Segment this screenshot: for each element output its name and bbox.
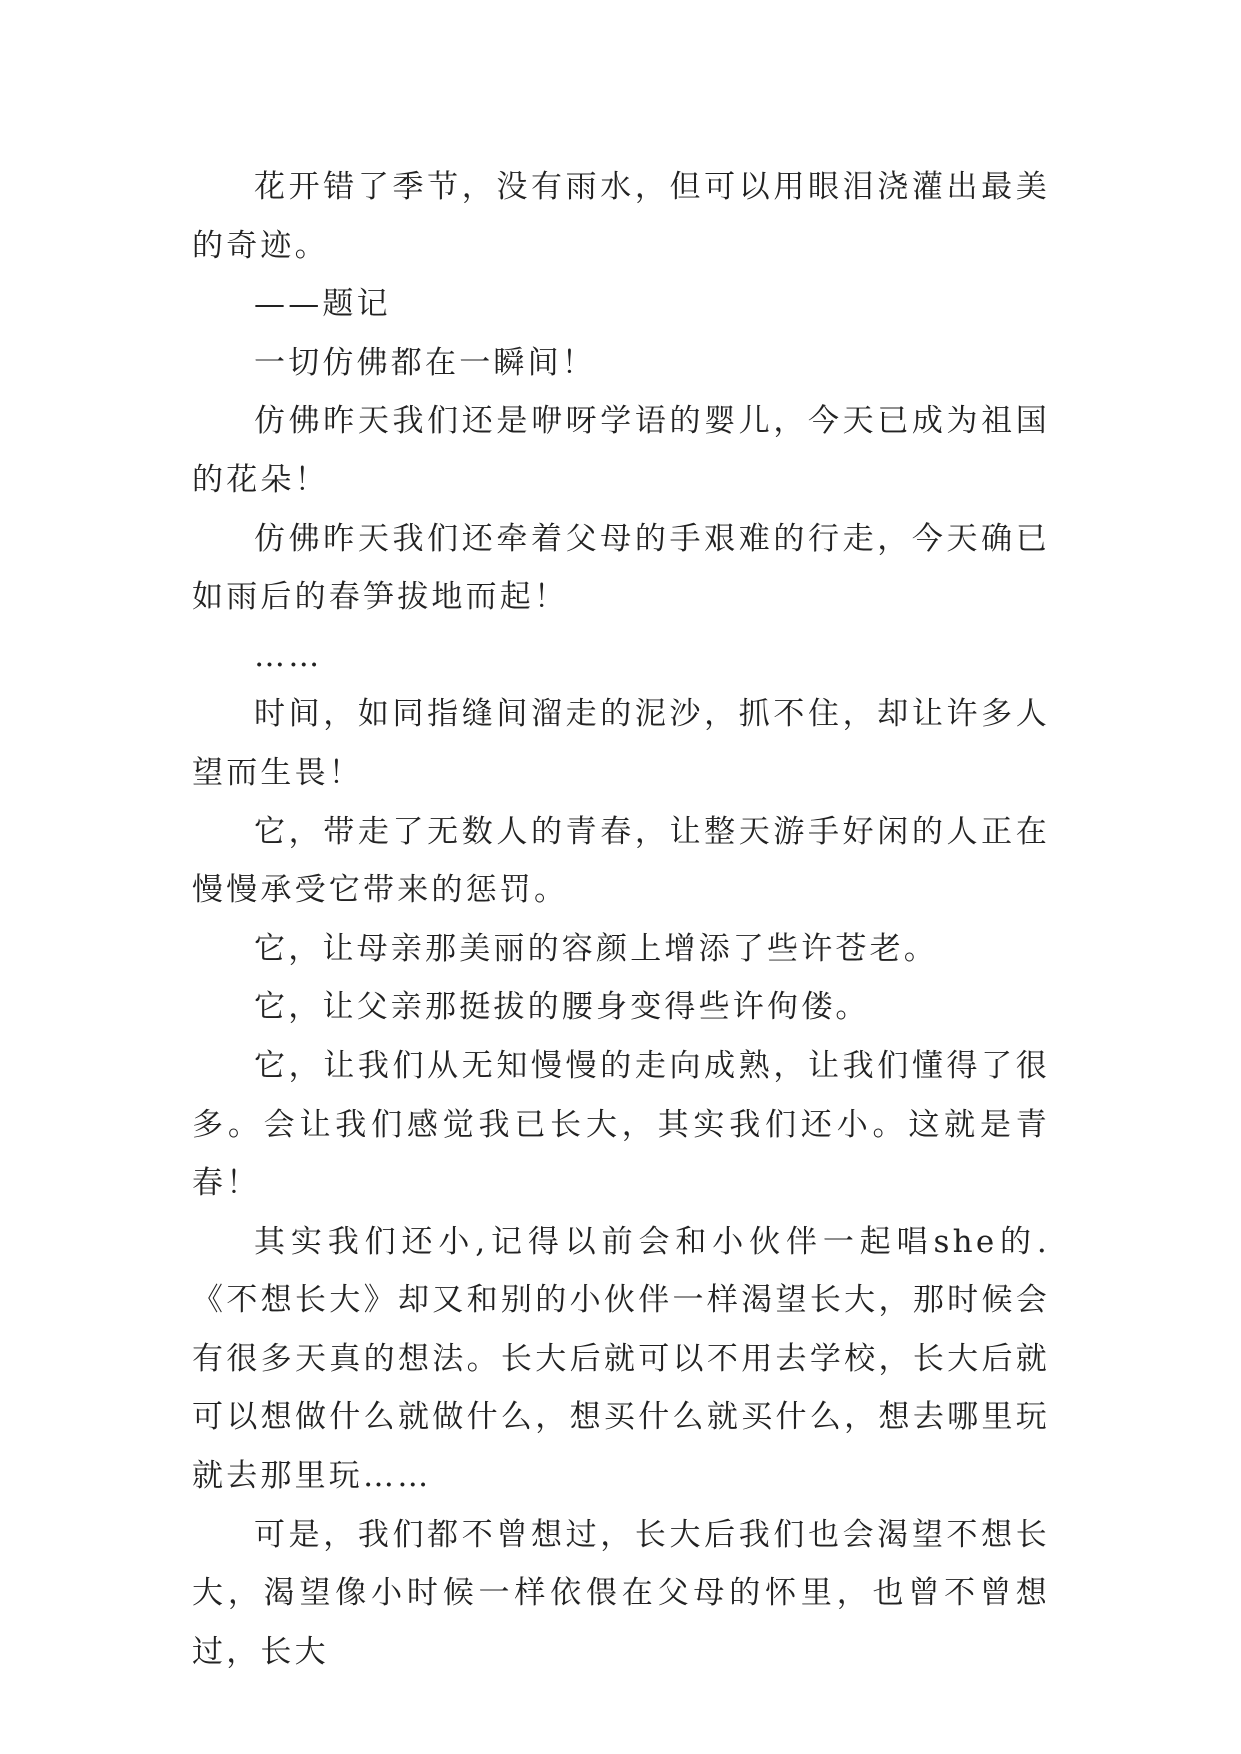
paragraph: 其实我们还小,记得以前会和小伙伴一起唱she的.《不想长大》却又和别的小伙伴一样渴望长大，那时候会有很多天真的想法。长大后就可以不用去学校，长大后就可以想做什么就做什么，想买什么就买什么，想去哪里玩就去那里玩…… — [192, 1223, 1050, 1495]
ellipsis-paragraph: …… — [254, 637, 323, 674]
paragraph: 仿佛昨天我们还牵着父母的手艰难的行走，今天确已如雨后的春笋拔地而起！ — [192, 520, 1050, 616]
paragraph: 花开错了季节，没有雨水，但可以用眼泪浇灌出最美的奇迹。 — [192, 169, 1050, 264]
paragraph: 仿佛昨天我们还是咿呀学语的婴儿，今天已成为祖国的花朵！ — [192, 403, 1050, 498]
document-body — [192, 158, 1050, 1681]
paragraph: 时间，如同指缝间溜走的泥沙，抓不住，却让许多人望而生畏！ — [192, 696, 1050, 791]
paragraph: 可是，我们都不曾想过，长大后我们也会渴望不想长大，渴望像小时候一样依偎在父母的怀里，也曾不曾想过，长大 — [192, 1516, 1050, 1670]
paragraph: 它，让父亲那挺拔的腰身变得些许佝偻。 — [254, 989, 870, 1026]
paragraph: 它，带走了无数人的青春，让整天游手好闲的人正在慢慢承受它带来的惩罚。 — [192, 813, 1050, 909]
paragraph: 它，让我们从无知慢慢的走向成熟，让我们懂得了很多。会让我们感觉我已长大，其实我们还小。这就是青春！ — [192, 1047, 1050, 1202]
paragraph: 它，让母亲那美丽的容颜上增添了些许苍老。 — [254, 930, 938, 967]
epigraph-attribution: ——题记 — [254, 286, 391, 323]
paragraph: 一切仿佛都在一瞬间！ — [254, 344, 596, 381]
